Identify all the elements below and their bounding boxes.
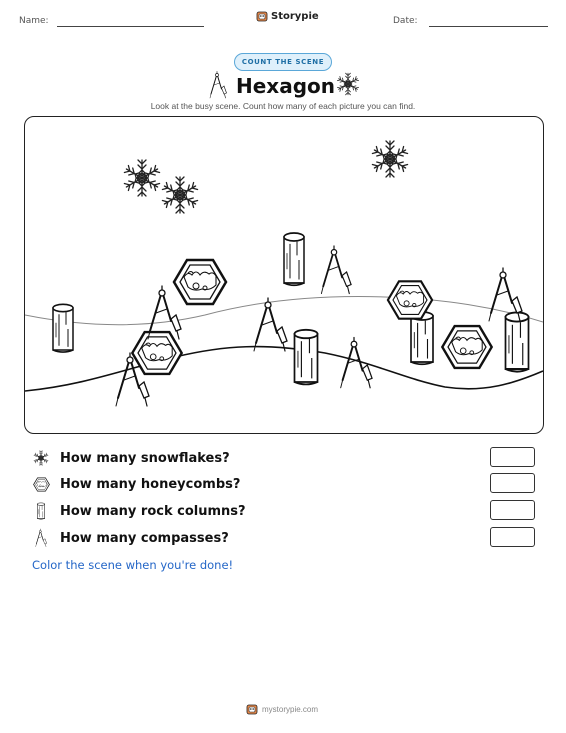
compass-icon	[204, 70, 232, 100]
question-snowflakes	[32, 448, 230, 468]
compass	[489, 268, 522, 321]
snowflake-icon	[32, 449, 50, 467]
snowflake	[124, 160, 159, 196]
rock-column	[53, 304, 73, 352]
brand-name: Storypie	[271, 10, 319, 22]
question-rock-columns	[32, 501, 246, 521]
rock-column	[506, 312, 529, 371]
rock-column-icon	[32, 502, 50, 520]
compass	[321, 246, 351, 294]
page-title: Hexagon	[236, 74, 335, 98]
question-text: How many honeycombs?	[60, 476, 241, 492]
question-text: How many snowflakes?	[60, 450, 230, 466]
question-text: How many compasses?	[60, 530, 229, 546]
rock-column	[411, 312, 433, 364]
snowflake-icon	[336, 72, 360, 96]
date-label: Date:	[393, 16, 418, 26]
question-honeycombs	[32, 474, 240, 494]
brand-logo	[256, 10, 319, 22]
honeycomb-icon	[32, 475, 50, 493]
storypie-mascot-icon	[246, 703, 258, 715]
scene-illustration	[25, 117, 543, 433]
count-the-scene-badge: COUNT THE SCENE	[234, 53, 332, 71]
name-line[interactable]	[57, 26, 204, 27]
instructions: Look at the busy scene. Count how many of each picture you can find.	[150, 101, 416, 111]
honeycomb	[388, 281, 432, 318]
storypie-mascot-icon	[256, 10, 268, 22]
honeycomb	[442, 326, 491, 368]
answer-box-honeycombs[interactable]	[490, 473, 535, 493]
honeycomb	[132, 332, 181, 374]
answer-box-rock-columns[interactable]	[490, 500, 535, 520]
color-instruction: Color the scene when you're done!	[32, 558, 234, 572]
compass	[341, 337, 372, 387]
date-line[interactable]	[429, 26, 548, 27]
rock-column	[284, 233, 304, 285]
snowflake	[372, 141, 407, 177]
honeycomb	[174, 260, 226, 304]
busy-scene	[24, 116, 544, 434]
answer-box-compasses[interactable]	[490, 527, 535, 547]
footer	[246, 703, 318, 715]
snowflake	[162, 177, 197, 213]
back-hill-line	[25, 297, 543, 325]
compass-icon	[32, 529, 50, 547]
question-compasses	[32, 528, 229, 548]
name-label: Name:	[19, 16, 49, 26]
question-text: How many rock columns?	[60, 503, 246, 519]
answer-box-snowflakes[interactable]	[490, 447, 535, 467]
footer-url[interactable]: mystorypie.com	[262, 704, 319, 714]
compass	[254, 298, 287, 351]
rock-column	[295, 330, 318, 385]
